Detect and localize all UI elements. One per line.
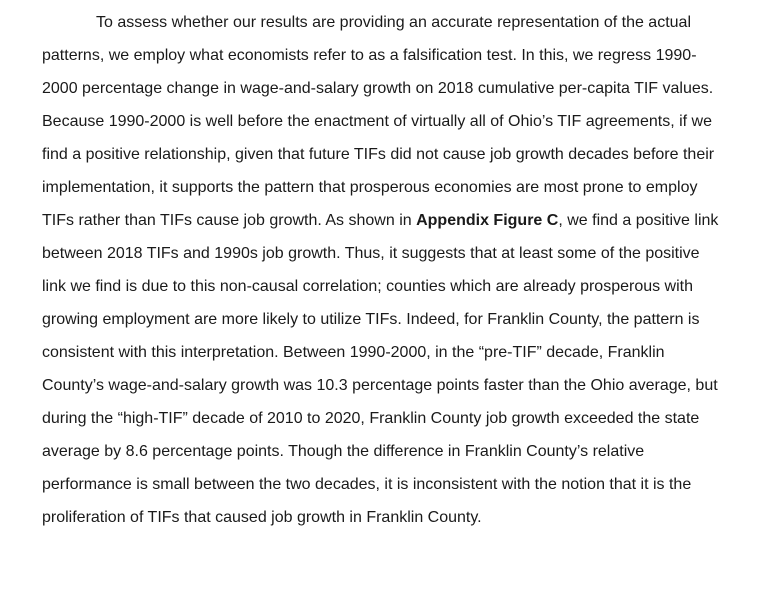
text-line bbox=[42, 142, 757, 175]
text-line bbox=[42, 505, 757, 538]
text-segment: average by 8.6 percentage points. Though the difference in Franklin County’s relative bbox=[42, 443, 645, 460]
text-segment: growing employment are more likely to utilize TIFs. Indeed, for Franklin County, the pattern is bbox=[42, 311, 700, 328]
text-line bbox=[42, 340, 757, 373]
body-paragraph bbox=[42, 10, 757, 538]
text-line bbox=[42, 76, 757, 109]
text-line bbox=[42, 10, 757, 43]
text-line bbox=[42, 43, 757, 76]
text-line bbox=[42, 208, 757, 241]
text-line bbox=[42, 472, 757, 505]
text-line bbox=[42, 241, 757, 274]
text-segment: during the “high-TIF” decade of 2010 to 2020, Franklin County job growth exceeded the state bbox=[42, 410, 700, 427]
text-line bbox=[42, 109, 757, 142]
text-line bbox=[42, 373, 757, 406]
text-line bbox=[42, 175, 757, 208]
text-segment: , we find a positive link bbox=[558, 212, 719, 229]
text-line bbox=[42, 307, 757, 340]
text-segment: consistent with this interpretation. Between 1990-2000, in the “pre-TIF” decade, Franklin bbox=[42, 344, 665, 361]
text-line bbox=[42, 439, 757, 472]
text-segment: Because 1990-2000 is well before the enactment of virtually all of Ohio’s TIF agreements, if we bbox=[42, 113, 712, 130]
text-segment: performance is small between the two decades, it is inconsistent with the notion that it is the bbox=[42, 476, 692, 493]
text-segment: link we find is due to this non-causal correlation; counties which are already prosperous with bbox=[42, 278, 694, 295]
text-segment: patterns, we employ what economists refer to as a falsification test. In this, we regress 1990- bbox=[42, 47, 697, 64]
text-segment: TIFs rather than TIFs cause job growth. As shown in bbox=[42, 212, 417, 229]
text-segment: County’s wage-and-salary growth was 10.3 percentage points faster than the Ohio average, but bbox=[42, 377, 718, 394]
text-segment: find a positive relationship, given that future TIFs did not cause job growth decades before their bbox=[42, 146, 715, 163]
text-segment: implementation, it supports the pattern that prosperous economies are most prone to employ bbox=[42, 179, 698, 196]
text-line bbox=[42, 274, 757, 307]
text-segment: To assess whether our results are providing an accurate representation of the actual bbox=[96, 14, 691, 31]
figure-reference: Appendix Figure C bbox=[416, 212, 559, 229]
text-segment: between 2018 TIFs and 1990s job growth. Thus, it suggests that at least some of the positive bbox=[42, 245, 700, 262]
text-segment: proliferation of TIFs that caused job growth in Franklin County. bbox=[42, 509, 482, 526]
text-line bbox=[42, 406, 757, 439]
text-segment: 2000 percentage change in wage-and-salary growth on 2018 cumulative per-capita TIF values. bbox=[42, 80, 714, 97]
